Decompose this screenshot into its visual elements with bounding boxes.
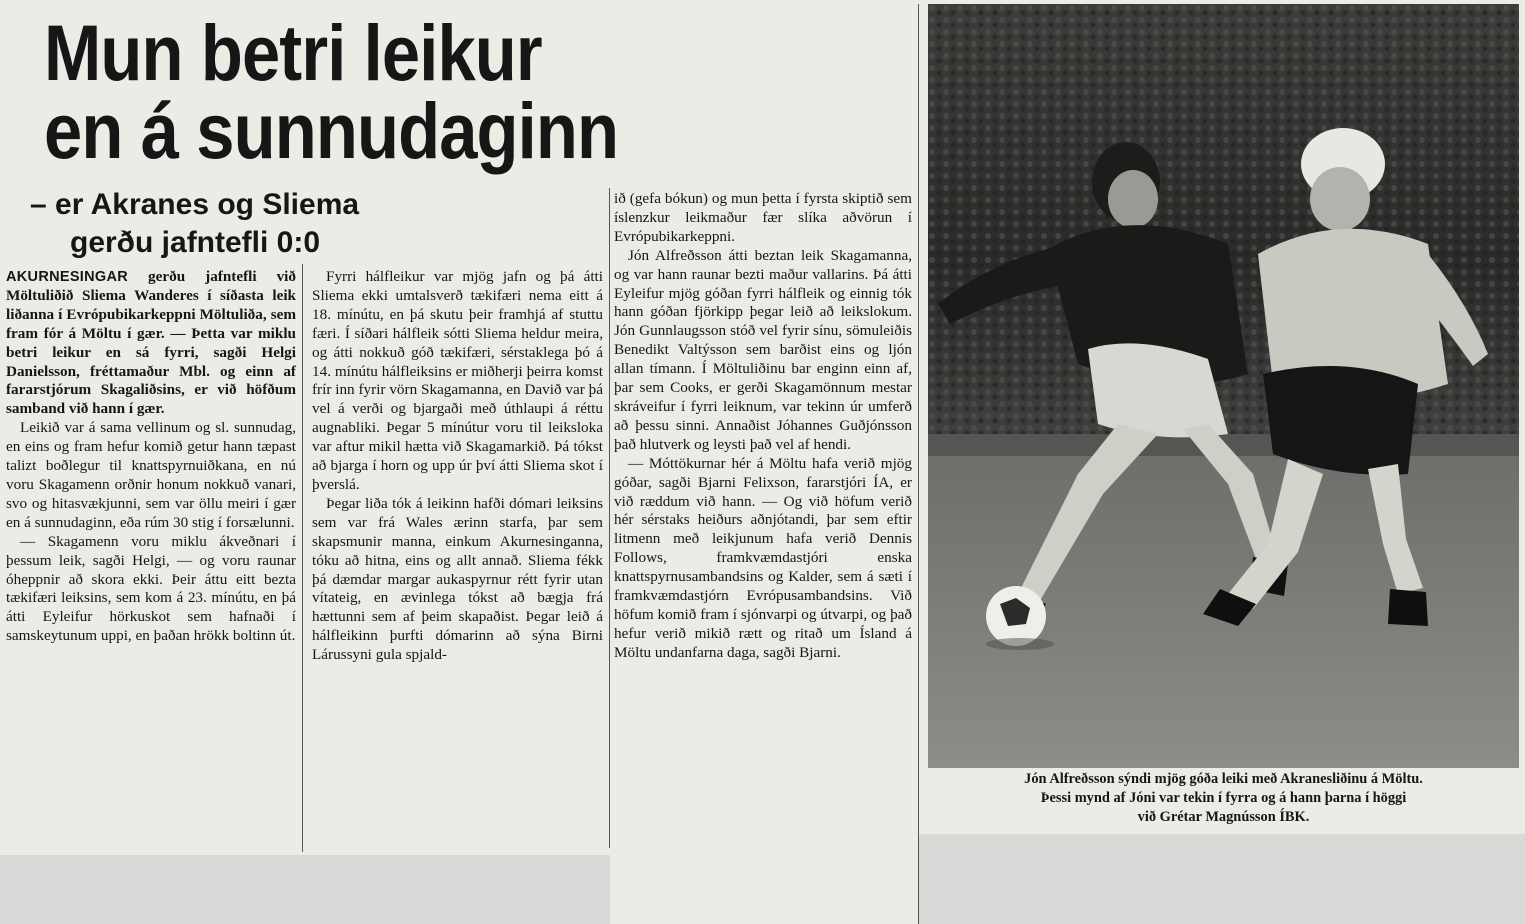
headline-line-1: Mun betri leikur [44, 8, 542, 97]
article-column-3 [614, 190, 912, 663]
caption-line-1: Jón Alfreðsson sýndi mjög góða leiki með Akranesliðinu á Möltu. [1024, 771, 1423, 787]
headline-line-2: en á sunnudaginn [44, 86, 619, 175]
football-photo-illustration [928, 4, 1519, 768]
column-3-paragraph-1: Jón Alfreðsson átti beztan leik Skagamanna, og var hann raunar bezti maður vallarins. Þá átti Eyleifur mjög góðan fyrri hálfleik og einnig tók hann góðan fjörkipp þegar leið að leikslokum. Jón Gunnlaugsson stóð vel fyrir sínu, sömuleiðis Benedikt Valtýsson sem barðist eins og ljón allan tímann. Í Möltuliðinu bar enginn einn af, þar sem Cooks, er gerði Skagamönnum mestar skráveifur í fyrri leiknum, var tekinn úr umferð að þessu sinni. Annaðist Jóhannes Guðjónsson það hlutverk og leysti það vel af hendi. [614, 246, 912, 453]
article-column-2 [312, 268, 603, 665]
column-2-paragraph-2: Þegar liða tók á leikinn hafði dómari leiksins sem var frá Wales ærinn starfa, þar sem skapsmunir manna, einkum Akurnesinganna, tóku að hitna, eins og allt annað. Sliema fékk þá dæmdar margar aukaspyrnur rétt fyrir utan vítateig, en ævinlega tókst að bægja frá hættunni sem af þeim skapaðist. Þegar leið á hálfleikinn þurfti dómarinn að sýna Birni Lárussyni gula spjald- [312, 494, 603, 664]
column-rule-3 [918, 4, 919, 924]
article-column-1 [6, 268, 296, 646]
column-rule-1 [302, 264, 303, 852]
caption-line-3: við Grétar Magnússon ÍBK. [1137, 809, 1310, 825]
subheadline-line-1: – er Akranes og Sliema [30, 188, 360, 221]
subheadline-line-2: gerðu jafntefli 0:0 [70, 226, 321, 259]
football-photo [928, 4, 1519, 768]
column-2-paragraph-1: Fyrri hálfleikur var mjög jafn og þá átti Sliema ekki umtalsverð tækifæri nema eitt á 18. mínútu, en þá skutu þeir framhjá af stuttu færi. Í síðari hálfleik sótti Sliema heldur meira, og átti nokkuð góð tækifæri, sérstaklega þó á 14. mínútu hálfleiksins er miðherji þeirra komst frír inn fyrir vörn Skagamanna, en Davið var þá vel á verði og bjargaði með úthlaupi á réttu augnabliki. Þegar 5 mínútur voru til leiksloka var aftur mikil hætta við Skagamarkið. Þá tókst að bjarga í horn og upp úr því átti Sliema skot í þverslá. [312, 268, 603, 493]
column-3-paragraph-2: — Móttökurnar hér á Möltu hafa verið mjög góðar, sagði Bjarni Felixson, fararstjóri ÍA, er við ræddum við hann. — Og við höfum verið hér sérstaks heiðurs aðnjótandi, þar sem eftir litmenn með leikjunum hafa verið Dennis Follows, framkvæmdastjóri enska knattspyrnusambandsins og Kalder, sem á sæti í framkvæmdastjórn Evrópusambandsins. Við höfum komið fram í sjónvarpi og útvarpi, og það hefur verið mikið rætt og ritað um Ísland á Möltu undanfarna daga, sagði Bjarni. [614, 454, 912, 661]
article-headline [44, 8, 653, 175]
article-subheadline [30, 186, 630, 262]
column-1-paragraph-2: Leikið var á sama vellinum og sl. sunnudag, en eins og fram hefur komið getur hann tæpast talizt boðlegur til knattspyrnuiðkana, en nú voru Skagamenn orðnir honum nokkuð vanari, svo og hitasvækjunni, sem var öllu meiri í gær en á sunnudaginn, eða rúm 30 stig í forsælunni. [6, 419, 296, 531]
photo-caption [928, 770, 1519, 830]
lead-paragraph-text: gerðu jafntefli við Möltuliðið Sliema Wanderes í síðasta leik liðanna í Evrópubikarkeppni Möltuliða, sem fram fór á Möltu í gær. — Þetta var miklu betri leikur en sá fyrri, sagði Helgi Danielsson, fréttamaður Mbl. og einn af fararstjórum Skagaliðsins, er við höfðum samband við hann í gær. [6, 268, 296, 418]
column-3-paragraph-0: ið (gefa bókun) og mun þetta í fyrsta skiptið sem íslenzkur leikmaður fær slíka aðvörun í Evrópubikarkeppni. [614, 190, 912, 245]
lead-word: AKURNESINGAR [6, 269, 129, 285]
column-1-paragraph-3: — Skagamenn voru miklu ákveðnari í þessum leik, sagði Helgi, — og voru raunar óheppnir að skora ekki. Þeir áttu eitt bezta tækifæri leiksins, sem kom á 23. mínútu, en þá átti Eyleifur hörkuskot sem hafnaði í samskeytunum uppi, en þaðan hrökk boltinn út. [6, 532, 296, 645]
column-rule-2 [609, 188, 610, 848]
column-1-paragraph-1 [6, 268, 296, 419]
caption-line-2: Þessi mynd af Jóni var tekin í fyrra og á hann þarna í höggi [1040, 790, 1407, 806]
